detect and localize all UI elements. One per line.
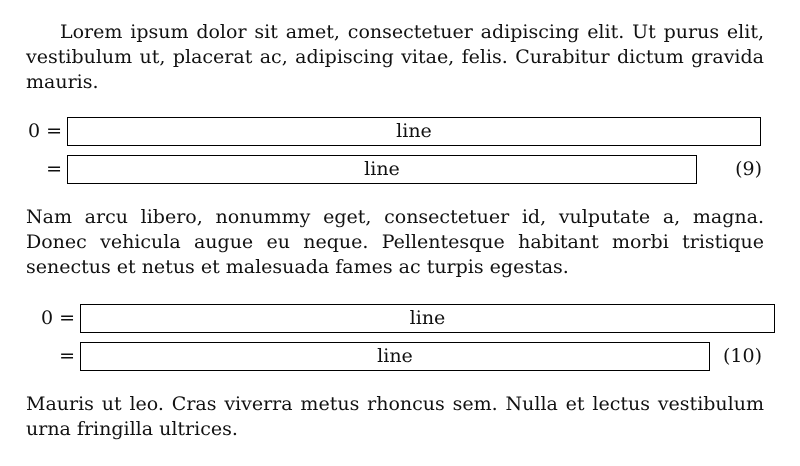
paragraph-3: Mauris ut leo. Cras viverra metus rhoncus sem. Nulla et lectus vestibulum urna fringilla ultrices. xyxy=(26,393,764,440)
equation-lhs-equals: = xyxy=(46,158,62,180)
paragraph-2: Nam arcu libero, nonummy eget, consectetuer id, vulputate a, magna. Donec vehicula augue eu neque. Pellentesque habitant morbi tristique senectus et netus et malesuada fames ac turpis egestas. xyxy=(26,206,764,278)
equation-number: (10) xyxy=(722,345,762,367)
equation-line-box: line xyxy=(67,117,761,146)
equation-lhs-zero-equals: 0 = xyxy=(40,307,75,329)
equation-line-box: line xyxy=(67,155,697,184)
paragraph-1: Lorem ipsum dolor sit amet, consectetuer adipiscing elit. Ut purus elit, vestibulum ut, placerat ac, adipiscing vitae, felis. Curabitur dictum gravida mauris. xyxy=(26,21,764,93)
equation-number: (9) xyxy=(735,158,762,180)
equation-lhs-zero-equals: 0 = xyxy=(27,120,62,142)
equation-lhs-equals: = xyxy=(59,345,75,367)
equation-line-box: line xyxy=(80,342,710,371)
equation-line-box: line xyxy=(80,304,775,333)
